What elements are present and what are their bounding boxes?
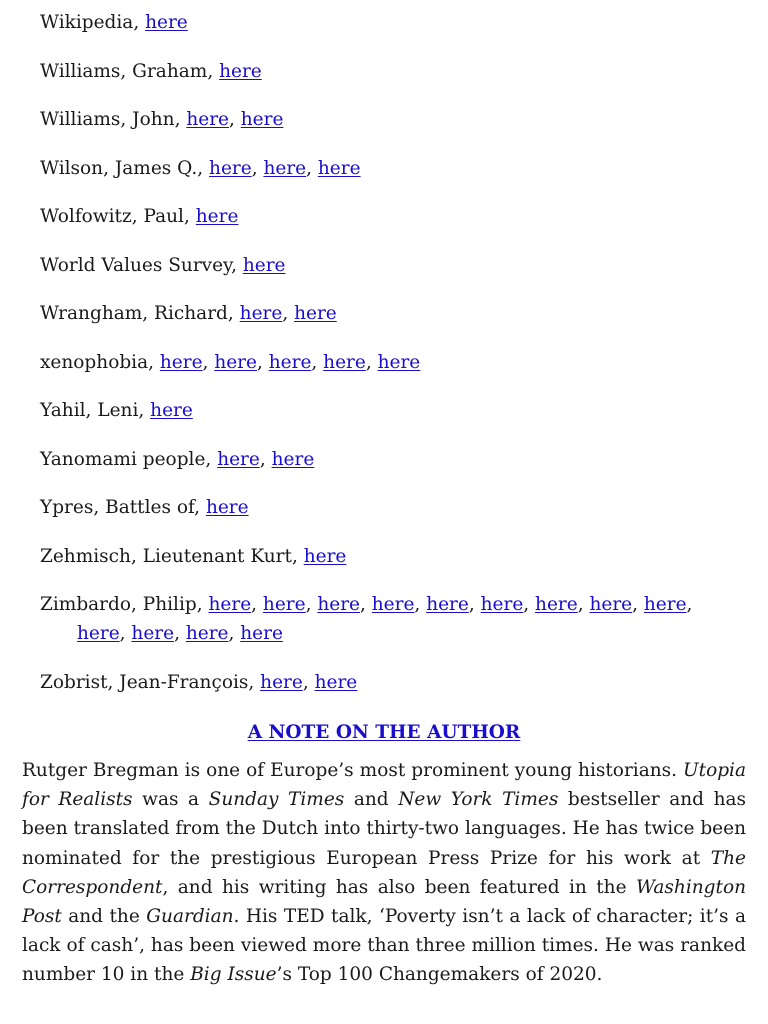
index-term: Wikipedia bbox=[40, 12, 134, 33]
index-term: Williams, John bbox=[40, 109, 175, 130]
index-term: Zobrist, Jean-François bbox=[40, 671, 249, 693]
index-term: Williams, Graham bbox=[40, 60, 208, 82]
index-page-link[interactable]: here bbox=[77, 623, 120, 644]
bio-italic-title: The Correspondent bbox=[22, 847, 746, 898]
index-page-link[interactable]: here bbox=[240, 623, 283, 644]
index-page-link[interactable]: here bbox=[377, 351, 421, 373]
index-page-link[interactable]: here bbox=[131, 623, 175, 644]
note-heading bbox=[0, 718, 768, 747]
index-page-link[interactable]: here bbox=[323, 351, 366, 373]
index-page-link[interactable]: here bbox=[317, 157, 361, 179]
index-entry: World Values Survey, here bbox=[40, 254, 286, 276]
bio-text: was a bbox=[132, 789, 209, 811]
index-term: Yahil, Leni bbox=[40, 400, 139, 421]
author-bio bbox=[22, 756, 746, 990]
index-page-link[interactable]: here bbox=[589, 594, 633, 615]
index-page-link[interactable]: here bbox=[145, 12, 188, 33]
bio-text: , and his writing has also been featured in the bbox=[162, 876, 636, 898]
bio-italic-title: Sunday Times bbox=[208, 789, 345, 811]
index-page-link[interactable]: here bbox=[263, 157, 307, 179]
index-page-link[interactable]: here bbox=[643, 594, 687, 615]
bio-text: and the bbox=[61, 906, 147, 928]
bio-italic-title: Guardian bbox=[146, 906, 234, 928]
index-page-link[interactable]: here bbox=[426, 594, 469, 615]
index-page-link[interactable]: here bbox=[185, 623, 229, 644]
index-entry: Williams, Graham, here bbox=[40, 60, 262, 82]
index-term: xenophobia bbox=[40, 351, 149, 373]
index-entry: Williams, John, here, here bbox=[40, 109, 284, 130]
index-page-link[interactable]: here bbox=[303, 545, 347, 567]
index-term: Ypres, Battles of bbox=[40, 497, 195, 518]
index-entry: Zehmisch, Lieutenant Kurt, here bbox=[40, 545, 347, 567]
index-page-link[interactable]: here bbox=[294, 303, 337, 324]
index-entry: Yahil, Leni, here bbox=[40, 400, 193, 421]
index-entry: Zobrist, Jean-François, here, here bbox=[40, 671, 358, 693]
index-entry: Ypres, Battles of, here bbox=[40, 497, 249, 518]
index-page-link[interactable]: here bbox=[186, 109, 229, 130]
index-page-link[interactable]: here bbox=[159, 351, 203, 373]
index-page-link[interactable]: here bbox=[209, 157, 252, 179]
index-page-link[interactable]: here bbox=[195, 206, 239, 227]
index-term: Zimbardo, Philip bbox=[40, 594, 197, 615]
index-page-link[interactable]: here bbox=[205, 497, 249, 518]
index-page-link[interactable]: here bbox=[214, 351, 257, 373]
index-page-link[interactable]: here bbox=[242, 254, 286, 276]
index-page-link[interactable]: here bbox=[314, 671, 358, 693]
index-page-link[interactable]: here bbox=[268, 351, 312, 373]
index-entry: Wolfowitz, Paul, here bbox=[40, 206, 239, 227]
bio-text: Rutger Bregman is one of Europe’s most prominent young historians. bbox=[22, 760, 684, 781]
bio-text: . His TED talk, ‘Poverty isn’t a lack of character; it’s a lack of cash’, has been viewed more than three million times. He was ranked number 10 in the bbox=[22, 906, 746, 986]
index-page-link[interactable]: here bbox=[480, 594, 524, 615]
index-term: World Values Survey bbox=[40, 254, 232, 276]
bio-text: ’s Top 100 Changemakers of 2020. bbox=[276, 964, 603, 986]
index-entry: Yanomami people, here, here bbox=[40, 448, 315, 470]
index-page-link[interactable]: here bbox=[262, 594, 306, 615]
index-page-link[interactable]: here bbox=[271, 448, 315, 470]
index-page-link[interactable]: here bbox=[260, 671, 303, 693]
index-term: Wilson, James Q. bbox=[40, 157, 198, 179]
index-page-link[interactable]: here bbox=[240, 109, 284, 130]
index-entry: xenophobia, here, here, here, here, here bbox=[40, 351, 421, 373]
index-entry: Wilson, James Q., here, here, here bbox=[40, 157, 361, 179]
index-term: Yanomami people bbox=[40, 448, 206, 470]
index-page-link[interactable]: here bbox=[208, 594, 252, 615]
index-page-link[interactable]: here bbox=[150, 400, 193, 421]
index-page-link[interactable]: here bbox=[239, 303, 283, 324]
index-term: Wolfowitz, Paul bbox=[40, 206, 184, 227]
index-term: Zehmisch, Lieutenant Kurt bbox=[40, 545, 292, 567]
index-page-link[interactable]: here bbox=[371, 594, 415, 615]
bio-italic-title: Big Issue bbox=[190, 964, 277, 986]
index-entry: Wikipedia, here bbox=[40, 12, 188, 33]
bio-italic-title: Washington Post bbox=[22, 876, 746, 928]
author-note-heading-link[interactable]: A NOTE ON THE AUTHOR bbox=[247, 722, 521, 743]
index-page-link[interactable]: here bbox=[535, 594, 578, 615]
index-term: Wrangham, Richard bbox=[40, 303, 228, 324]
bio-italic-title: Utopia for Realists bbox=[22, 760, 746, 811]
bio-italic-title: New York Times bbox=[398, 789, 559, 811]
bio-text: and bbox=[344, 789, 399, 811]
index-list bbox=[40, 8, 740, 716]
index-page-link[interactable]: here bbox=[219, 60, 262, 82]
index-entry: Zimbardo, Philip, here, here, here, here, here, here, here, here, here, here, here, here, here bbox=[40, 594, 693, 644]
index-page-link[interactable]: here bbox=[317, 594, 360, 615]
index-entry: Wrangham, Richard, here, here bbox=[40, 303, 337, 324]
bio-text: bestseller and has been translated from the Dutch into thirty-two languages. He has twice been nominated for the prestigious European Press Prize for his work at bbox=[22, 789, 747, 869]
index-page-link[interactable]: here bbox=[217, 448, 260, 470]
